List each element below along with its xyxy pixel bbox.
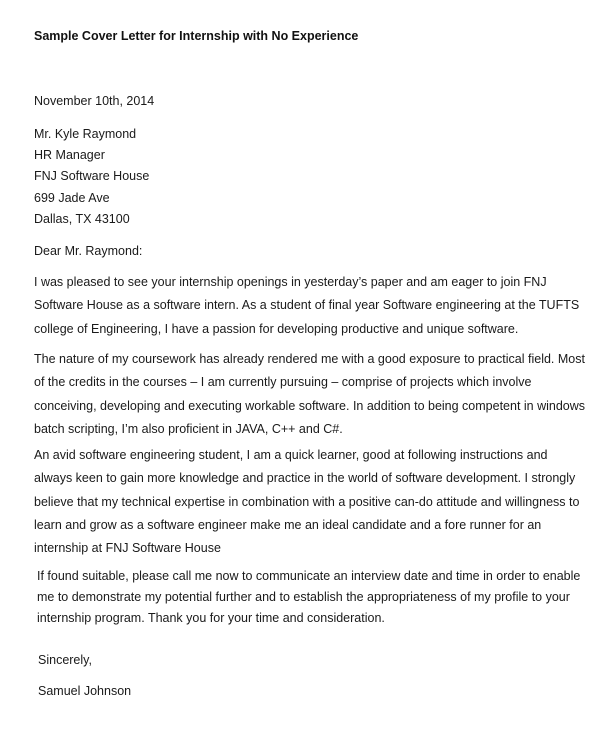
paragraph-line: batch scripting, I’m also proficient in JAVA, C++ and C#. <box>34 421 343 436</box>
paragraph-coursework <box>34 352 586 445</box>
paragraph-line: conceiving, developing and executing workable software. In addition to being competent in windows <box>34 398 586 413</box>
document-title: Sample Cover Letter for Internship with No Experience <box>34 29 359 43</box>
letter-date: November 10th, 2014 <box>34 94 155 108</box>
paragraph-line: internship at FNJ Software House <box>34 541 221 556</box>
recipient-title: HR Manager <box>34 148 105 163</box>
paragraph-line: An avid software engineering student, I am a quick learner, good at following instructions and <box>34 448 548 462</box>
signature-name: Samuel Johnson <box>38 684 132 698</box>
recipient-company: FNJ Software House <box>34 169 150 184</box>
paragraph-line: learn and grow as a software engineer make me an ideal candidate and a fore runner for an <box>34 517 542 532</box>
paragraph-line: I was pleased to see your internship openings in yesterday’s paper and am eager to join FNJ <box>34 275 547 289</box>
paragraph-closing-request <box>37 569 582 633</box>
paragraph-intro <box>34 275 579 345</box>
recipient-street: 699 Jade Ave <box>34 190 110 205</box>
paragraph-line: believe that my technical expertise in combination with a positive can-do attitude and willingness to <box>34 494 580 509</box>
paragraph-line: The nature of my coursework has already rendered me with a good exposure to practical field. Most <box>34 352 585 366</box>
paragraph-qualities <box>34 448 579 564</box>
letter-closing: Sincerely, <box>38 653 92 667</box>
paragraph-line: always keen to gain more knowledge and practice in the world of software development. I strongly <box>34 471 576 486</box>
paragraph-line: internship program. Thank you for your time and consideration. <box>37 611 385 626</box>
recipient-name: Mr. Kyle Raymond <box>34 127 137 141</box>
recipient-city: Dallas, TX 43100 <box>34 211 130 226</box>
paragraph-line: If found suitable, please call me now to communicate an interview date and time in order to enable <box>37 569 581 583</box>
paragraph-line: me to demonstrate my potential further and to establish the appropriateness of my profile to your <box>37 590 570 605</box>
paragraph-line: Software House as a software intern. As a student of final year Software engineering at the TUFTS <box>34 298 580 313</box>
salutation: Dear Mr. Raymond: <box>34 244 143 258</box>
recipient-address <box>34 127 149 233</box>
paragraph-line: of the credits in the courses – I am currently pursuing – comprise of projects which involve <box>34 375 532 390</box>
paragraph-line: college of Engineering, I have a passion for developing productive and unique software. <box>34 321 519 336</box>
